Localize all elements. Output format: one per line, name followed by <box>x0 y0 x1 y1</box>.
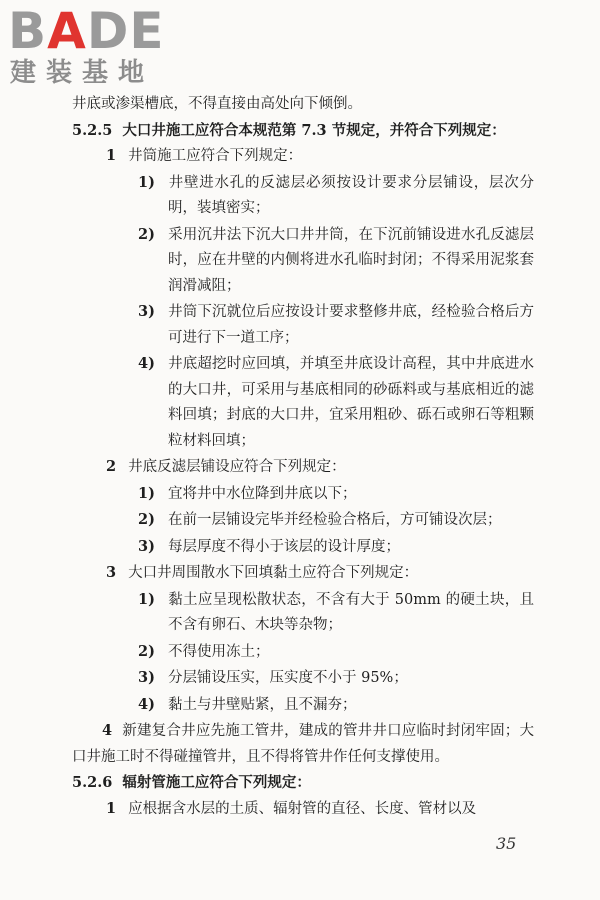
clause-l1 <box>72 454 534 481</box>
clause-text: 井底反滤层铺设应符合下列规定： <box>128 459 346 475</box>
clause-l2 <box>72 299 534 351</box>
clause-number: 2) <box>138 642 155 660</box>
clause-l2 <box>72 481 534 508</box>
clause-text: 应根据含水层的土质、辐射管的直径、长度、管材以及 <box>128 800 477 817</box>
clause-cont <box>72 92 534 118</box>
clause-l2 <box>72 507 534 534</box>
clause-text: 井筒施工应符合下列规定： <box>128 148 303 164</box>
clause-number: 4) <box>138 695 155 713</box>
clause-l2 <box>72 534 534 561</box>
clause-sec <box>72 770 524 796</box>
page-number: 35 <box>496 834 517 853</box>
clause-text: 每层厚度不得小于该层的设计厚度； <box>168 538 400 555</box>
clause-text: 新建复合井应先施工管井，建成的管井井口应临时封闭牢固；大口井施工时不得碰撞管井，且不得将管井作任何支撑使用。 <box>72 723 534 765</box>
clause-text: 采用沉井法下沉大口井井筒，在下沉前铺设进水孔反滤层时，应在井壁的内侧将进水孔临时封闭；不得采用泥浆套润滑减阻； <box>168 226 534 294</box>
clause-sec <box>72 118 524 144</box>
clause-l1 <box>72 796 534 823</box>
clause-text: 宜将井中水位降到井底以下； <box>168 485 357 502</box>
clause-text: 不得使用冻土； <box>168 643 270 660</box>
clause-number: 3 <box>106 564 117 581</box>
clause-number: 2) <box>138 225 155 243</box>
clause-l2 <box>72 170 534 222</box>
clause-text: 井筒下沉就位后应按设计要求整修井底，经检验合格后方可进行下一道工序； <box>168 304 534 346</box>
clause-number: 2) <box>138 511 155 528</box>
clause-l2 <box>72 665 534 692</box>
clause-text: 井底超挖时应回填，并填至井底设计高程，其中井底进水的大口井，可采用与基底相同的砂砾料或与基底相近的滤料回填；封底的大口井，宜采用粗砂、砾石或卵石等粗颗粒材料回填； <box>168 356 534 449</box>
logo-subtitle: 建装基地 <box>10 58 155 88</box>
clause-l1 <box>72 560 534 587</box>
clause-number: 4 <box>102 722 113 739</box>
clause-l2 <box>72 587 534 639</box>
clause-text: 大口井施工应符合本规范第 7.3 节规定，并符合下列规定： <box>122 121 506 139</box>
clause-number: 1 <box>106 147 117 164</box>
clause-text: 黏土应呈现松散状态，不含有大于 50mm 的硬土块，且不含有卵石、木块等杂物； <box>168 591 534 633</box>
clause-l1 <box>72 143 534 170</box>
clause-para <box>72 718 534 770</box>
clause-number: 3) <box>138 537 155 555</box>
clause-number: 3) <box>138 303 155 320</box>
clause-number: 5.2.6 <box>72 774 113 791</box>
clause-text: 黏土与井壁贴紧，且不漏夯； <box>168 696 357 713</box>
document-body <box>72 92 534 822</box>
clause-text: 井底或渗渠槽底，不得直接由高处向下倾倒。 <box>72 96 362 112</box>
clause-text: 井壁进水孔的反滤层必须按设计要求分层铺设，层次分明，装填密实； <box>168 174 534 216</box>
clause-text: 分层铺设压实，压实度不小于 95%； <box>168 670 408 686</box>
clause-number: 1) <box>138 173 155 191</box>
clause-l2 <box>72 351 534 454</box>
clause-text: 在前一层铺设完毕并经检验合格后，方可铺设次层； <box>168 512 502 528</box>
clause-l2 <box>72 692 534 719</box>
clause-number: 3) <box>138 669 155 686</box>
bade-logo <box>8 2 183 92</box>
clause-text: 辐射管施工应符合下列规定： <box>122 774 311 791</box>
clause-number: 1) <box>138 484 155 502</box>
clause-number: 2 <box>106 458 117 475</box>
clause-number: 4) <box>138 355 155 372</box>
logo-wordmark: BADE <box>8 2 165 60</box>
clause-l2 <box>72 639 534 666</box>
clause-number: 1) <box>138 590 155 608</box>
clause-number: 1 <box>106 799 117 817</box>
clause-text: 大口井周围散水下回填黏土应符合下列规定： <box>128 565 419 581</box>
clause-l2 <box>72 222 534 300</box>
clause-number: 5.2.5 <box>72 121 113 139</box>
